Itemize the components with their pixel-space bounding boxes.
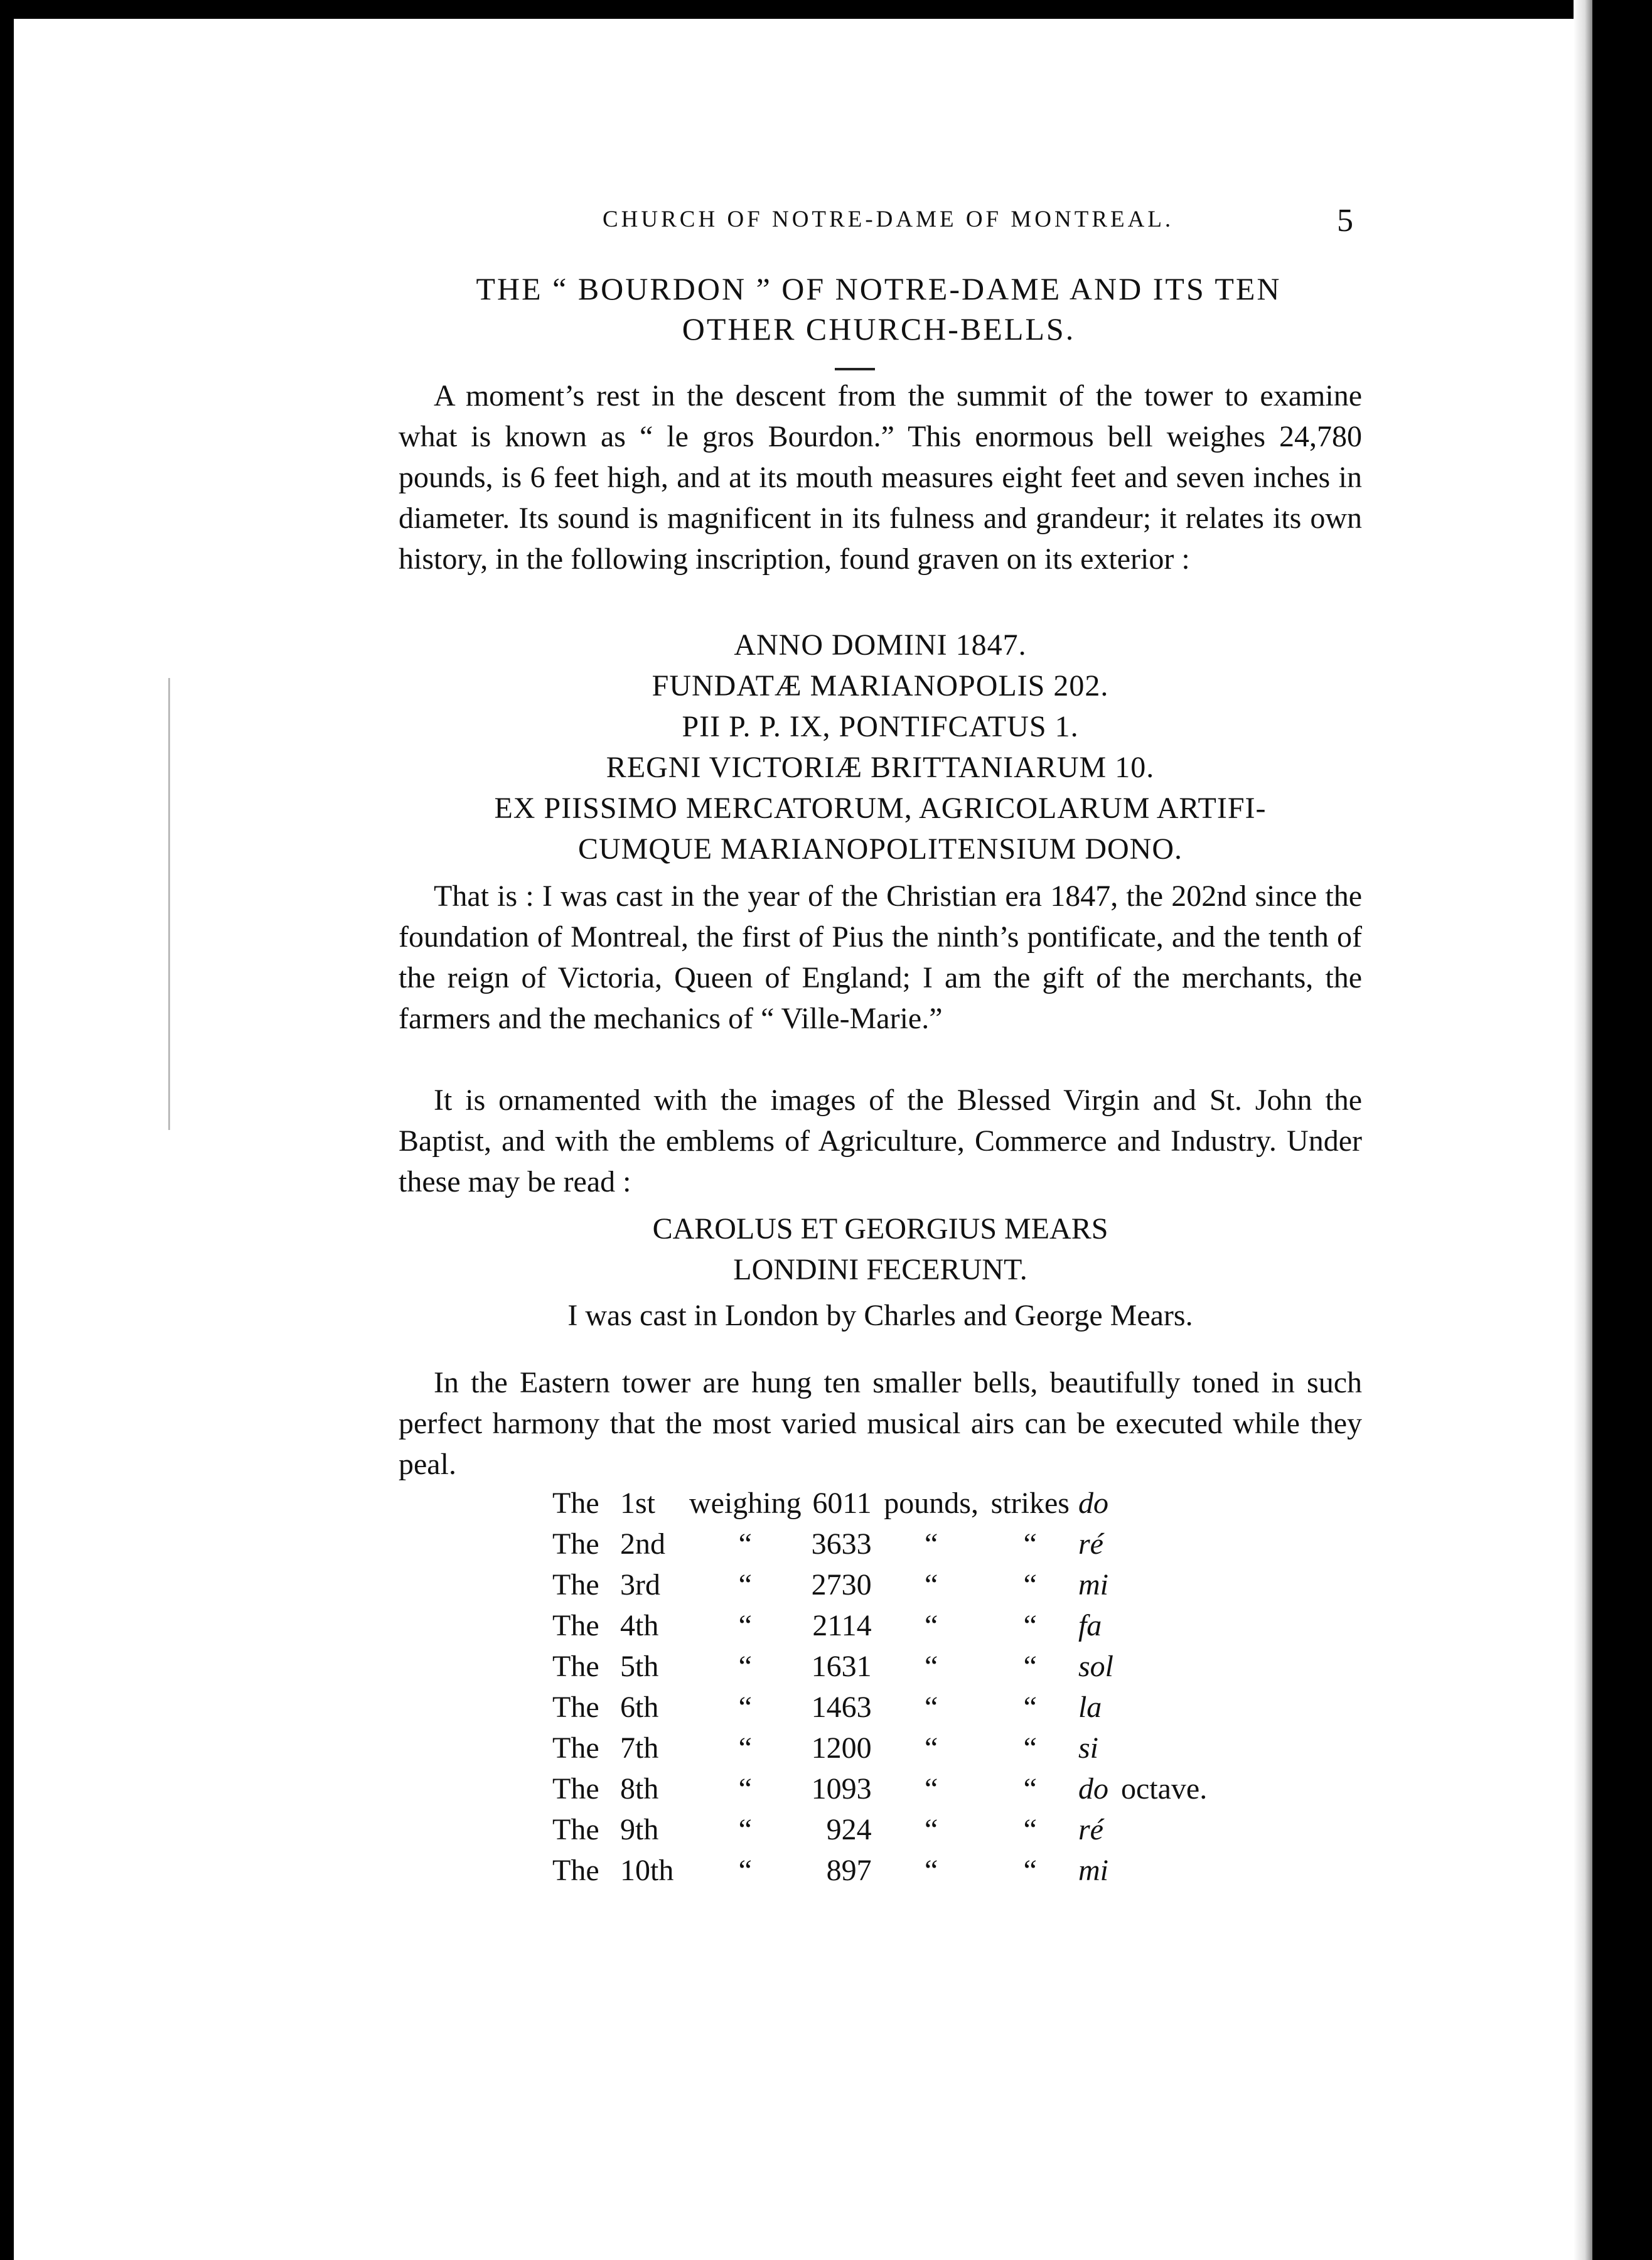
bell-weighing: “ bbox=[738, 1813, 752, 1846]
bell-pounds: “ bbox=[924, 1650, 938, 1683]
bell-strikes: “ bbox=[1023, 1691, 1037, 1724]
bell-pounds: “ bbox=[924, 1772, 938, 1805]
inscription-line: FUNDATÆ MARIANOPOLIS 202. bbox=[652, 669, 1109, 702]
bell-the: The bbox=[552, 1650, 599, 1683]
bell-weight: 1631 bbox=[811, 1650, 872, 1683]
bell-the: The bbox=[552, 1487, 599, 1520]
bell-pounds: “ bbox=[924, 1568, 938, 1601]
bell-note-suffix bbox=[1113, 1850, 1207, 1891]
eastern-tower-text: In the Eastern tower are hung ten smaller bells, beautifully toned in such perfect harmony that the most varied musical airs can be executed while they peal. bbox=[399, 1366, 1362, 1481]
bell-strikes: “ bbox=[1023, 1731, 1037, 1765]
page-curl-shadow bbox=[1574, 0, 1592, 2260]
bell-strikes: strikes bbox=[990, 1487, 1070, 1520]
bell-pounds: pounds, bbox=[884, 1487, 979, 1520]
bell-ordinal: 1st bbox=[620, 1487, 656, 1520]
eastern-tower-paragraph bbox=[399, 1362, 1362, 1485]
bell-note: ré bbox=[1078, 1527, 1103, 1561]
makers-translation: I was cast in London by Charles and George Mears. bbox=[567, 1299, 1193, 1332]
scan-edge-top bbox=[0, 0, 1652, 19]
bell-the: The bbox=[552, 1568, 599, 1601]
bell-weight: 6011 bbox=[812, 1487, 872, 1520]
bell-the: The bbox=[552, 1691, 599, 1724]
bell-note-suffix bbox=[1113, 1564, 1207, 1605]
bells-table bbox=[552, 1483, 1207, 1891]
bell-note-suffix bbox=[1113, 1728, 1207, 1768]
inscription-line: CUMQUE MARIANOPOLITENSIUM DONO. bbox=[578, 832, 1183, 866]
bell-note: fa bbox=[1078, 1609, 1102, 1642]
bell-strikes: “ bbox=[1023, 1527, 1037, 1561]
bell-note-suffix bbox=[1113, 1524, 1207, 1564]
bell-weight: 1093 bbox=[811, 1772, 872, 1805]
bell-weighing: “ bbox=[738, 1609, 752, 1642]
translation-text: That is : I was cast in the year of the Christian era 1847, the 202nd since the foundation of Montreal, the first of Pius the ninth’s pontificate, and the tenth of the reign of Victoria, Queen of England; I am the gift of the merchants, the farmers and the mechanics of “ Ville-Marie.” bbox=[399, 880, 1362, 1035]
bell-weight: 924 bbox=[826, 1813, 872, 1846]
bell-ordinal: 10th bbox=[620, 1854, 674, 1887]
bell-weighing: “ bbox=[738, 1691, 752, 1724]
bell-pounds: “ bbox=[924, 1854, 938, 1887]
bell-note-suffix bbox=[1113, 1483, 1207, 1524]
bell-the: The bbox=[552, 1609, 599, 1642]
bell-weight: 2114 bbox=[812, 1609, 872, 1642]
bell-inscription bbox=[395, 625, 1365, 869]
bell-note-suffix: octave. bbox=[1120, 1772, 1208, 1805]
bell-the: The bbox=[552, 1854, 599, 1887]
bell-weighing: “ bbox=[738, 1772, 752, 1805]
bell-pounds: “ bbox=[924, 1609, 938, 1642]
bell-the: The bbox=[552, 1731, 599, 1765]
bell-ordinal: 5th bbox=[620, 1650, 659, 1683]
bell-weight: 1463 bbox=[811, 1691, 872, 1724]
bell-note: la bbox=[1078, 1691, 1102, 1724]
bell-row bbox=[552, 1524, 1207, 1564]
bell-pounds: “ bbox=[924, 1691, 938, 1724]
bell-row bbox=[552, 1483, 1207, 1524]
scan-edge-right bbox=[1592, 0, 1652, 2260]
bell-row bbox=[552, 1646, 1207, 1687]
makers-line-1: CAROLUS ET GEORGIUS MEARS bbox=[652, 1212, 1108, 1246]
bell-strikes: “ bbox=[1023, 1568, 1037, 1601]
bell-strikes: “ bbox=[1023, 1854, 1037, 1887]
bell-row bbox=[552, 1687, 1207, 1728]
scan-edge-left bbox=[0, 0, 14, 2260]
bell-weighing: “ bbox=[738, 1568, 752, 1601]
bell-weight: 1200 bbox=[811, 1731, 872, 1765]
bell-ordinal: 6th bbox=[620, 1691, 659, 1724]
bell-strikes: “ bbox=[1023, 1813, 1037, 1846]
running-header: CHURCH OF NOTRE-DAME OF MONTREAL. bbox=[603, 207, 1174, 232]
bell-strikes: “ bbox=[1023, 1772, 1037, 1805]
margin-mark bbox=[168, 678, 170, 1130]
bell-note: mi bbox=[1078, 1568, 1108, 1601]
bell-note: mi bbox=[1078, 1854, 1108, 1887]
intro-text: A moment’s rest in the descent from the summit of the tower to examine what is known as “ le gros Bourdon.” This enormous bell weighes 24,780 pounds, is 6 feet high, and at its mouth measures eight feet and seven inches in diameter. Its sound is magnificent in its fulness and grandeur; it relates its own history, in the following inscription, found graven on its exterior : bbox=[399, 379, 1362, 576]
makers-line-2: LONDINI FECERUNT. bbox=[733, 1253, 1027, 1286]
bell-the: The bbox=[552, 1813, 599, 1846]
title-rule bbox=[835, 368, 875, 370]
bell-weight: 2730 bbox=[811, 1568, 872, 1601]
bell-weighing: “ bbox=[738, 1854, 752, 1887]
bell-note-suffix bbox=[1113, 1809, 1207, 1850]
bell-row bbox=[552, 1605, 1207, 1646]
bell-row bbox=[552, 1850, 1207, 1891]
bell-weight: 897 bbox=[826, 1854, 872, 1887]
bell-pounds: “ bbox=[924, 1813, 938, 1846]
bell-note: do bbox=[1078, 1772, 1108, 1805]
bell-pounds: “ bbox=[924, 1527, 938, 1561]
bell-note: do bbox=[1078, 1487, 1108, 1520]
bell-the: The bbox=[552, 1527, 599, 1561]
section-title-line-1: THE “ BOURDON ” OF NOTRE-DAME AND ITS TEN bbox=[476, 271, 1282, 306]
ornament-text: It is ornamented with the images of the Blessed Virgin and St. John the Baptist, and with the emblems of Agriculture, Commerce and Industry. Under these may be read : bbox=[399, 1084, 1362, 1198]
bell-weighing: “ bbox=[738, 1731, 752, 1765]
bell-ordinal: 7th bbox=[620, 1731, 659, 1765]
bell-strikes: “ bbox=[1023, 1609, 1037, 1642]
bell-note-suffix bbox=[1113, 1605, 1207, 1646]
section-title-line-2: OTHER CHURCH-BELLS. bbox=[682, 311, 1076, 347]
bell-weighing: weighing bbox=[689, 1487, 802, 1520]
bell-row bbox=[552, 1809, 1207, 1850]
bell-row bbox=[552, 1564, 1207, 1605]
bell-ordinal: 8th bbox=[620, 1772, 659, 1805]
bell-ordinal: 9th bbox=[620, 1813, 659, 1846]
bell-row bbox=[552, 1728, 1207, 1768]
bell-row bbox=[552, 1768, 1207, 1809]
translation-paragraph bbox=[399, 876, 1362, 1039]
page-number: 5 bbox=[1337, 203, 1353, 239]
bell-ordinal: 3rd bbox=[620, 1568, 660, 1601]
bell-weight: 3633 bbox=[811, 1527, 872, 1561]
intro-paragraph bbox=[399, 375, 1362, 579]
bell-note: si bbox=[1078, 1731, 1098, 1765]
bell-note-suffix bbox=[1113, 1687, 1207, 1728]
bell-note: ré bbox=[1078, 1813, 1103, 1846]
bell-note-suffix bbox=[1113, 1646, 1207, 1687]
bell-ordinal: 2nd bbox=[620, 1527, 665, 1561]
bell-the: The bbox=[552, 1772, 599, 1805]
inscription-line: EX PIISSIMO MERCATORUM, AGRICOLARUM ARTIFI- bbox=[494, 792, 1267, 825]
inscription-line: ANNO DOMINI 1847. bbox=[734, 628, 1027, 662]
bell-weighing: “ bbox=[738, 1527, 752, 1561]
bell-ordinal: 4th bbox=[620, 1609, 659, 1642]
inscription-line: REGNI VICTORIÆ BRITTANIARUM 10. bbox=[606, 751, 1155, 784]
ornament-paragraph bbox=[399, 1080, 1362, 1202]
bell-note: sol bbox=[1078, 1650, 1113, 1683]
bell-pounds: “ bbox=[924, 1731, 938, 1765]
inscription-line: PII P. P. IX, PONTIFCATUS 1. bbox=[682, 710, 1079, 743]
bell-weighing: “ bbox=[738, 1650, 752, 1683]
bell-strikes: “ bbox=[1023, 1650, 1037, 1683]
